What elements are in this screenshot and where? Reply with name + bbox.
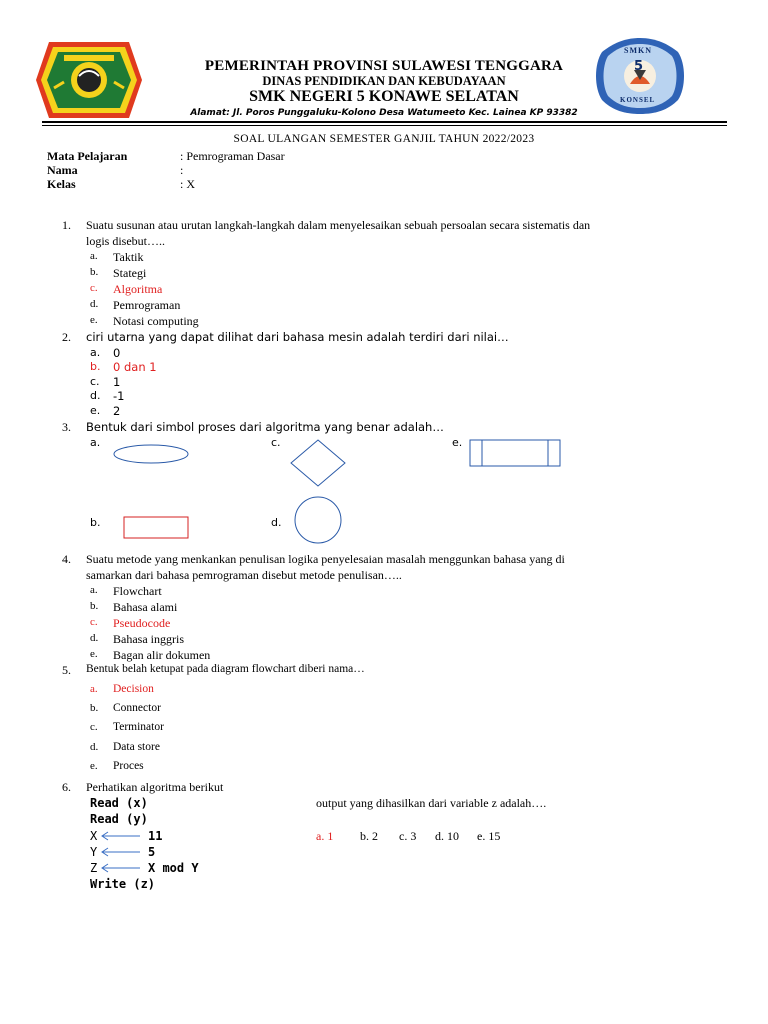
q5-option-a-letter: a. [90,683,98,695]
q6-answer-b: b. 2 [360,829,378,843]
code-assign-y-var: Y [90,845,98,859]
header-government: PEMERINTAH PROVINSI SULAWESI TENGGARA [204,58,564,74]
code-assign-y-val: 5 [148,845,156,859]
q1-option-a: Taktik [113,250,144,264]
q4-text-line1: Suatu metode yang menkankan penulisan logika penyelesaian masalah menggunkan bahasa yang di [86,552,565,566]
q2-number: 2. [62,330,71,344]
q2-option-e: 2 [113,404,121,418]
q5-option-d: Data store [113,741,160,753]
q4-option-d-letter: d. [90,632,99,644]
q6-answer-c: c. 3 [399,829,417,843]
q2-text: ciri utarna yang dapat dilihat dari bahasa mesin adalah terdiri dari nilai… [86,330,509,344]
q1-option-e: Notasi computing [113,314,199,328]
school-logo-text-top: SMKN [624,46,652,55]
q4-option-e-letter: e. [90,648,98,660]
q5-option-c: Terminator [113,721,164,733]
code-read-x: Read (x) [90,796,148,810]
q4-text-line2: samarkan dari bahasa pemrograman disebut metode penulisan….. [86,568,402,582]
code-assign-z-var: Z [90,861,98,875]
q3-label-c: c. [271,436,281,449]
q5-option-d-letter: d. [90,741,99,753]
q5-option-e-letter: e. [90,760,98,772]
q2-option-a: 0 [113,346,121,360]
meta-name-label: Nama [47,163,78,177]
q2-option-d-letter: d. [90,389,101,402]
meta-subject-value: : Pemrograman Dasar [180,149,285,163]
exam-title: SOAL ULANGAN SEMESTER GANJIL TAHUN 2022/2023 [233,133,535,145]
q1-option-c-letter: c. [90,282,98,294]
circle-shape [295,497,341,543]
q2-option-b: 0 dan 1 [113,360,157,374]
q4-option-a: Flowchart [113,584,162,598]
q5-text: Bentuk belah ketupat pada diagram flowchart diberi nama… [86,663,365,675]
q4-option-c-letter: c. [90,616,98,628]
code-assign-z-val: X mod Y [148,861,199,875]
ellipse-shape [114,445,188,463]
q5-number: 5. [62,663,71,677]
q1-option-d: Pemrograman [113,298,181,312]
school-logo-number: 5 [634,59,644,74]
code-assign-x-var: X [90,829,98,843]
q1-option-b-letter: b. [90,266,99,278]
q1-option-e-letter: e. [90,314,98,326]
q1-option-c: Algoritma [113,282,163,296]
q4-number: 4. [62,552,71,566]
header-school-name: SMK NEGERI 5 KONAWE SELATAN [249,88,519,105]
q1-text-line1: Suatu susunan atau urutan langkah-langkah dalam menyelesaikan sebuah persoalan secara sistematis dan [86,218,591,232]
q4-option-c: Pseudocode [113,616,171,630]
q6-text: Perhatikan algoritma berikut [86,780,224,794]
q1-option-d-letter: d. [90,298,99,310]
q3-label-a: a. [90,436,101,449]
q2-option-b-letter: b. [90,360,101,373]
q5-option-b: Connector [113,702,161,714]
q1-option-b: Stategi [113,266,147,280]
process-rectangle-shape [124,517,188,538]
meta-class-label: Kelas [47,177,76,191]
q1-number: 1. [62,218,71,232]
meta-subject-label: Mata Pelajaran [47,149,128,163]
q5-option-e: Proces [113,760,144,772]
q2-option-d: -1 [113,389,125,403]
q4-option-b-letter: b. [90,600,99,612]
q6-answer-e: e. 15 [477,829,501,843]
code-assign-x-val: 11 [148,829,163,843]
q4-option-b: Bahasa alami [113,600,178,614]
q3-number: 3. [62,420,71,434]
q6-number: 6. [62,780,71,794]
q3-text: Bentuk dari simbol proses dari algoritma yang benar adalah… [86,420,444,434]
q3-label-d: d. [271,516,282,529]
q2-option-e-letter: e. [90,404,101,417]
meta-class-value: : X [180,177,195,191]
q4-option-e: Bagan alir dokumen [113,648,211,662]
q3-label-e: e. [452,436,463,449]
predefined-process-shape [470,440,560,466]
q1-text-line2: logis disebut….. [86,234,166,248]
q2-option-a-letter: a. [90,346,101,359]
school-logo-text-bottom: KONSEL [620,96,656,104]
header-address: Alamat: Jl. Poros Punggaluku-Kolono Desa Watumeeto Kec. Lainea KP 93382 [190,108,578,118]
q6-answer-a: a. 1 [316,829,334,843]
q1-option-a-letter: a. [90,250,98,262]
code-write-z: Write (z) [90,877,156,891]
diamond-shape [291,440,345,486]
header-department: DINAS PENDIDIKAN DAN KEBUDAYAAN [262,74,506,88]
assignment-arrows [0,820,200,890]
q4-option-d: Bahasa inggris [113,632,184,646]
q3-label-b: b. [90,516,101,529]
q5-option-a: Decision [113,683,154,695]
code-read-y: Read (y) [90,812,148,826]
meta-name-value: : [180,163,184,177]
q5-option-c-letter: c. [90,721,98,733]
q2-option-c-letter: c. [90,375,100,388]
q6-question: output yang dihasilkan dari variable z adalah…. [316,796,547,810]
q5-option-b-letter: b. [90,702,99,714]
q6-answer-d: d. 10 [435,829,459,843]
q4-option-a-letter: a. [90,584,98,596]
q2-option-c: 1 [113,375,121,389]
